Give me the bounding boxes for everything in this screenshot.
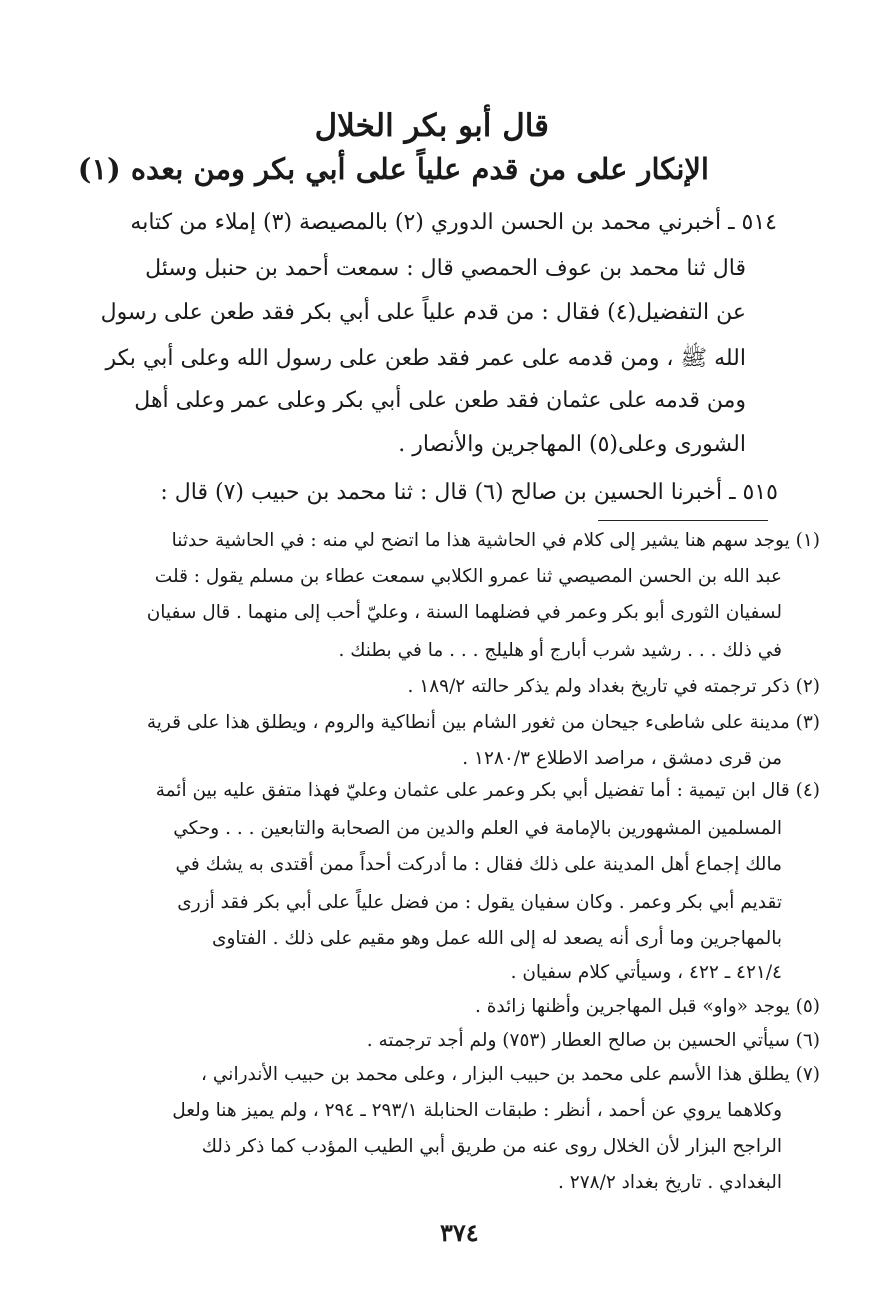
footnote-line: (٦) سيأتي الحسين بن صالح العطار (٧٥٣) ولم أجد ترجمته . xyxy=(366,1030,820,1051)
footnote-line: (٤) قال ابن تيمية : أما تفضيل أبي بكر وعمر على عثمان وعليّ فهذا متفق عليه بين أئمة xyxy=(155,780,820,801)
footnote-line: (٧) يطلق هذا الأسم على محمد بن حبيب البزار ، وعلى محمد بن حبيب الأندراني ، xyxy=(201,1064,820,1085)
paragraph-line: ٥١٥ ـ أخبرنا الحسين بن صالح (٦) قال : ثنا محمد بن حبيب (٧) قال : xyxy=(160,480,778,505)
page-number: ٣٧٤ xyxy=(440,1218,479,1247)
footnote-line: (١) يوجد سهم هنا يشير إلى كلام في الحاشية هذا ما اتضح لي منه : في الحاشية حدثنا xyxy=(171,530,820,551)
footnote-line: عبد الله بن الحسن المصيصي ثنا عمرو الكلابي سمعت عطاء بن مسلم يقول : قلت xyxy=(154,566,782,587)
footnote-line: ٤٢١/٤ ـ ٤٢٢ ، وسيأتي كلام سفيان . xyxy=(510,962,782,983)
paragraph-line: ٥١٤ ـ أخبرني محمد بن الحسن الدوري (٢) بالمصيصة (٣) إملاء من كتابه xyxy=(130,210,777,235)
footnote-line: (٢) ذكر ترجمته في تاريخ بغداد ولم يذكر حالته ١٨٩/٢ . xyxy=(407,676,820,697)
footnote-line: مالك إجماع أهل المدينة على ذلك فقال : ما أدركت أحداً ممن أقتدى به يشك في xyxy=(175,854,782,875)
footnote-line: وكلاهما يروي عن أحمد ، أنظر : طبقات الحنابلة ٢٩٣/١ ـ ٢٩٤ ، ولم يميز هنا ولعل xyxy=(172,1100,782,1121)
footnote-line: (٥) يوجد «واو» قبل المهاجرين وأظنها زائدة . xyxy=(474,996,820,1017)
footnote-line: في ذلك . . . رشيد شرب أبارج أو هليلج . . . ما في بطنك . xyxy=(338,640,782,661)
paragraph-line: الشورى وعلى(٥) المهاجرين والأنصار . xyxy=(398,432,746,457)
footnote-line: من قرى دمشق ، مراصد الاطلاع ١٢٨٠/٣ . xyxy=(462,748,782,769)
author-heading: قال أبو بكر الخلال xyxy=(314,108,549,144)
paragraph-line: ومن قدمه على عثمان فقد طعن على أبي بكر وعلى عمر وعلى أهل xyxy=(134,388,746,413)
footnote-line: الراجح البزار لأن الخلال روى عنه من طريق أبي الطيب المؤدب كما ذكر ذلك xyxy=(201,1136,782,1157)
footnote-line: المسلمين المشهورين بالإمامة في العلم والدين من الصحابة والتابعين . . . وحكي xyxy=(173,818,782,839)
footnote-line: لسفيان الثورى أبو بكر وعمر في فضلهما السنة ، وعليّ أحب إلى منهما . قال سفيان xyxy=(146,602,782,623)
paragraph-line: عن التفضيل(٤) فقال : من قدم علياً على أبي بكر فقد طعن على رسول xyxy=(100,300,746,325)
chapter-heading: الإنكار على من قدم علياً على أبي بكر ومن بعده (١) xyxy=(77,152,709,186)
paragraph-line: قال ثنا محمد بن عوف الحمصي قال : سمعت أحمد بن حنبل وسئل xyxy=(145,256,746,281)
footnote-line: بالمهاجرين وما أرى أنه يصعد له إلى الله عمل وهو مقيم على ذلك . الفتاوى xyxy=(212,928,782,949)
footnote-line: (٣) مدينة على شاطىء جيحان من ثغور الشام بين أنطاكية والروم ، ويطلق هذا على قرية xyxy=(146,712,820,733)
footnote-line: تقديم أبي بكر وعمر . وكان سفيان يقول : من فضل علياً على أبي بكر فقد أزرى xyxy=(177,892,782,913)
paragraph-line: الله ﷺ ، ومن قدمه على عمر فقد طعن على رسول الله وعلى أبي بكر xyxy=(105,346,746,371)
footnote-separator xyxy=(598,520,768,521)
footnote-line: البغدادي . تاريخ بغداد ٢٧٨/٢ . xyxy=(558,1172,782,1193)
